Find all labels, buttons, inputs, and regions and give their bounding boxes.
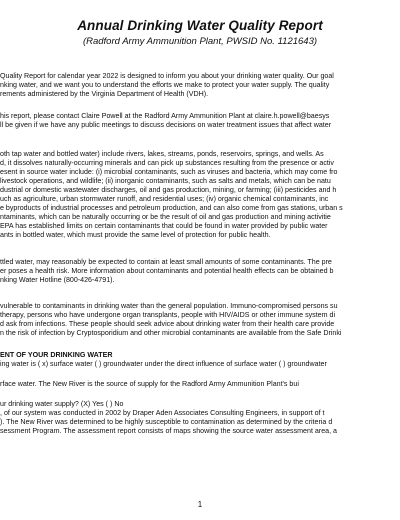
body-line: nking water, and we want you to understand the efforts we make to protect your water supply. The quality: [0, 81, 330, 89]
body-line: e byproducts of industrial processes and petroleum production, and can also come from gas stations, urban s: [0, 204, 343, 212]
body-line: d ask from infections. These people should seek advice about drinking water from their health care provide: [0, 320, 335, 328]
body-line: livestock operations, and wildlife; (ii) inorganic contaminants, such as salts and metals, which can be natu: [0, 177, 331, 185]
body-line: dustrial or domestic wastewater discharges, oil and gas production, mining, or farming; (iii) pesticides and h: [0, 186, 337, 194]
body-line: rements administered by the Virginia Department of Health (VDH).: [0, 90, 209, 98]
body-line: oth tap water and bottled water) include rivers, lakes, streams, ponds, reservoirs, springs, and wells. As: [0, 150, 324, 158]
page-number: 1: [197, 500, 203, 509]
body-line: therapy, persons who have undergone organ transplants, people with HIV/AIDS or other immune system di: [0, 311, 336, 319]
body-line: sessment Program. The assessment report consists of maps showing the source water assessment area, a: [0, 427, 337, 435]
body-line: uch as agriculture, urban stormwater runoff, and residential uses; (iv) organic chemical contaminants, inc: [0, 195, 329, 203]
body-line: nking Water Hotline (800-426-4791).: [0, 276, 115, 284]
body-line: EPA has established limits on certain contaminants that could be found in water provided by public water: [0, 222, 328, 230]
body-line: ). The New River was determined to be highly susceptible to contamination as determined by the criteria d: [0, 418, 333, 426]
body-line: ur drinking water supply? (X) Yes ( ) No: [0, 400, 124, 408]
body-line: er poses a health risk. More information about contaminants and potential health effects can be obtained b: [0, 267, 334, 275]
body-line: rface water. The New River is the source of supply for the Radford Army Ammunition Plant's bui: [0, 380, 299, 388]
body-line: d, it dissolves naturally-occurring minerals and can pick up substances resulting from the presence or activ: [0, 159, 334, 167]
body-line: ttled water, may reasonably be expected to contain at least small amounts of some contaminants. The pre: [0, 258, 332, 266]
body-line: ing water is ( x) surface water ( ) groundwater under the direct influence of surface water ( ) groundwater: [0, 360, 327, 368]
body-line: esent in source water include: (i) microbial contaminants, such as viruses and bacteria, which may come fro: [0, 168, 338, 176]
report-subtitle: (Radford Army Ammunition Plant, PWSID No. 1121643): [82, 36, 318, 47]
body-line: ntaminants, which can be naturally occurring or be the result of oil and gas production and mining activitie: [0, 213, 331, 221]
body-line: , of our system was conducted in 2002 by Draper Aden Associates Consulting Engineers, in support of t: [0, 409, 325, 417]
section-heading: ENT OF YOUR DRINKING WATER: [0, 351, 113, 359]
body-line: ll be given if we have any public meetings to discuss decisions on water treatment issues that affect water: [0, 121, 332, 129]
body-line: n the risk of infection by Cryptosporidium and other microbial contaminants are available from the Safe Drinki: [0, 329, 342, 337]
body-line: his report, please contact Claire Powell at the Radford Army Ammunition Plant at claire.h.powell@baesys: [0, 112, 330, 120]
body-line: vulnerable to contaminants in drinking water than the general population. Immuno-compromised persons su: [0, 302, 338, 310]
body-line: ants in bottled water, which must provide the same level of protection for public health.: [0, 231, 271, 239]
body-line: Quality Report for calendar year 2022 is designed to inform you about your drinking water quality. Our goal: [0, 72, 334, 80]
report-title: Annual Drinking Water Quality Report: [77, 18, 323, 33]
